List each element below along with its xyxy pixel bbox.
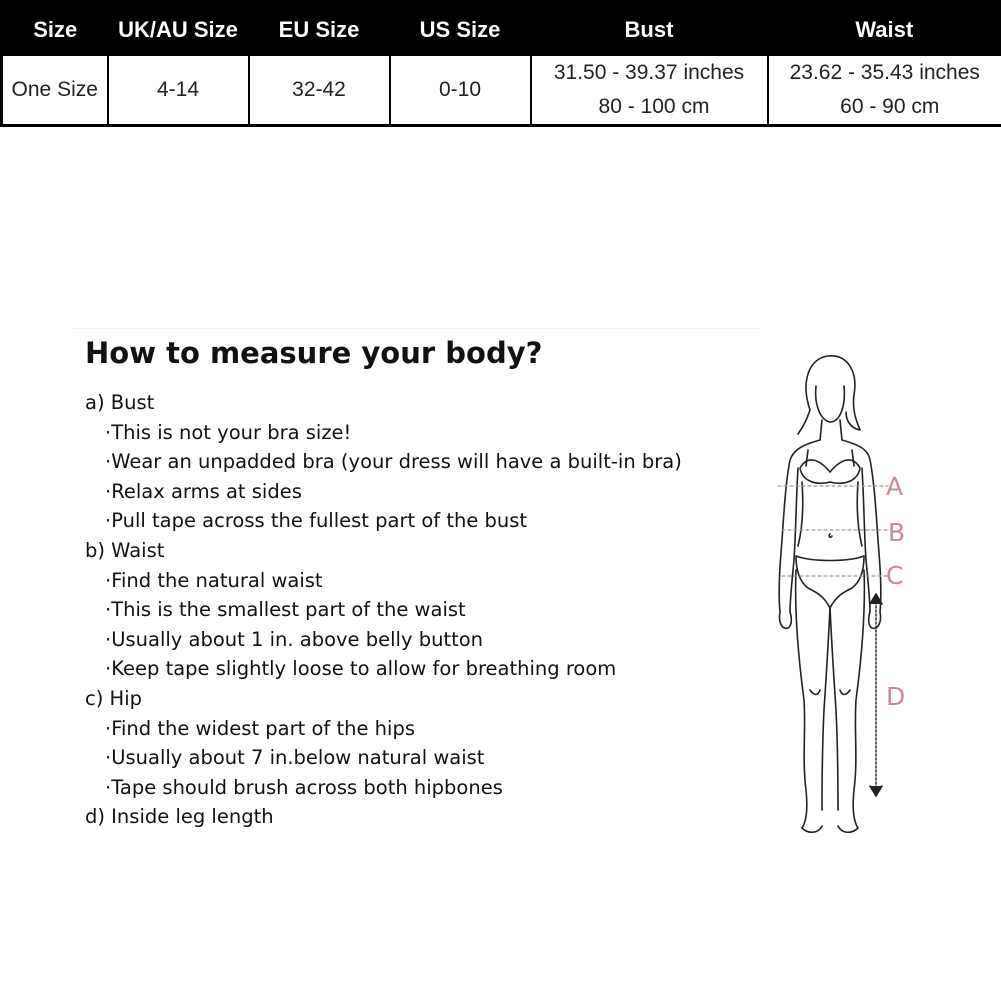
list-item: ·Find the widest part of the hips bbox=[105, 716, 415, 740]
header-waist: Waist bbox=[768, 2, 1001, 57]
label-c: C bbox=[886, 561, 904, 590]
list-item: ·Pull tape across the fullest part of the bust bbox=[105, 509, 528, 533]
size-table bbox=[0, 0, 1001, 127]
cell-us-size: 0-10 bbox=[390, 56, 531, 126]
guide-divider bbox=[70, 328, 760, 329]
bust-inches: 31.50 - 39.37 inches bbox=[553, 61, 745, 84]
cell-uk-au-size: 4-14 bbox=[108, 56, 249, 126]
guide-list bbox=[85, 388, 682, 832]
section-heading-bust: a) Bust bbox=[85, 391, 155, 414]
waist-cm: 60 - 90 cm bbox=[840, 95, 940, 118]
waist-inches: 23.62 - 35.43 inches bbox=[789, 61, 980, 84]
label-b: B bbox=[888, 518, 906, 547]
section-heading-waist: b) Waist bbox=[85, 538, 165, 562]
list-item: ·Tape should brush across both hipbones bbox=[105, 775, 503, 799]
cell-waist bbox=[768, 56, 1001, 126]
label-d: D bbox=[886, 682, 906, 711]
bust-cm: 80 - 100 cm bbox=[598, 95, 710, 118]
cell-size: One Size bbox=[2, 56, 108, 126]
section-heading-inside-leg: d) Inside leg length bbox=[85, 805, 274, 829]
header-size: Size bbox=[2, 2, 108, 57]
list-item: ·Keep tape slightly loose to allow for breathing room bbox=[105, 657, 617, 681]
body-outline-icon bbox=[760, 350, 960, 840]
label-a: A bbox=[886, 472, 904, 501]
cell-bust bbox=[531, 56, 768, 126]
size-table-header-row bbox=[2, 2, 1001, 57]
list-item: ·Usually about 1 in. above belly button bbox=[105, 627, 484, 651]
section-heading-hip: c) Hip bbox=[85, 686, 142, 710]
list-item: ·Wear an unpadded bra (your dress will have a built-in bra) bbox=[105, 450, 682, 474]
guide-title: How to measure your body? bbox=[85, 336, 543, 370]
header-us-size: US Size bbox=[390, 2, 531, 57]
list-item: ·Usually about 7 in.below natural waist bbox=[105, 746, 485, 770]
cell-eu-size: 32-42 bbox=[249, 56, 390, 126]
list-item: ·This is the smallest part of the waist bbox=[105, 598, 466, 622]
list-item: ·This is not your bra size! bbox=[105, 420, 352, 444]
header-eu-size: EU Size bbox=[249, 2, 390, 57]
header-uk-au-size: UK/AU Size bbox=[108, 2, 249, 57]
header-bust: Bust bbox=[531, 2, 768, 57]
table-row bbox=[2, 56, 1001, 126]
list-item: ·Find the natural waist bbox=[105, 568, 323, 592]
body-figure bbox=[760, 350, 960, 840]
list-item: ·Relax arms at sides bbox=[105, 479, 302, 503]
